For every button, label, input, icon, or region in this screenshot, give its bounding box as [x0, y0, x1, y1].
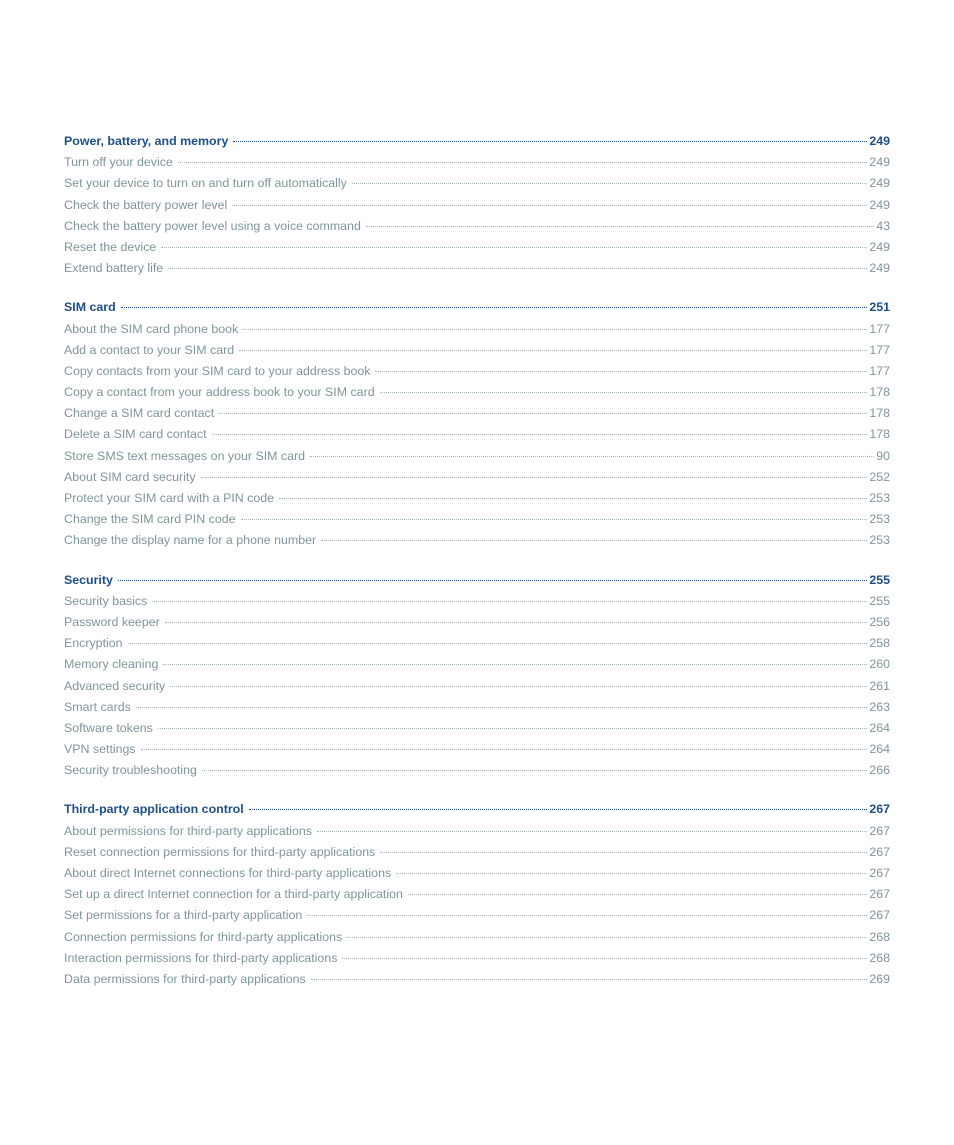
- toc-entry[interactable]: [64, 676, 890, 697]
- toc-entry-title: Turn off your device: [64, 155, 173, 170]
- toc-entry[interactable]: [64, 382, 890, 403]
- toc-entry[interactable]: [64, 319, 890, 340]
- toc-entry-title: Software tokens: [64, 720, 153, 735]
- dot-leader: [233, 141, 867, 142]
- toc-entry-title: Copy a contact from your address book to your SIM card: [64, 385, 375, 400]
- toc-section-heading-title: Security: [64, 572, 113, 587]
- dot-leader: [375, 371, 867, 372]
- toc-entry-title: Extend battery life: [64, 261, 164, 276]
- toc-entry[interactable]: [64, 424, 890, 445]
- dot-leader: [380, 852, 867, 853]
- toc-entry-page-number: 260: [869, 657, 890, 672]
- dot-leader: [380, 392, 868, 393]
- dot-leader: [170, 686, 867, 687]
- toc-entry[interactable]: [64, 340, 890, 361]
- toc-entry[interactable]: [64, 488, 890, 509]
- toc-entry-title: Store SMS text messages on your SIM card: [64, 448, 306, 463]
- toc-entry-title: Reset connection permissions for third-party applications: [64, 844, 376, 859]
- toc-entry[interactable]: [64, 258, 890, 279]
- toc-entry-page-number: 90: [876, 448, 890, 463]
- toc-entry[interactable]: [64, 821, 890, 842]
- dot-leader: [232, 205, 867, 206]
- toc-entry-page-number: 253: [869, 512, 890, 527]
- toc-section-heading-page-number: 255: [869, 572, 890, 587]
- toc-entry[interactable]: [64, 237, 890, 258]
- toc-section: [64, 297, 890, 551]
- toc-entry[interactable]: [64, 361, 890, 382]
- toc-entry-title: Memory cleaning: [64, 657, 159, 672]
- dot-leader: [168, 268, 867, 269]
- toc-entry-page-number: 177: [869, 321, 890, 336]
- toc-entry-page-number: 264: [869, 720, 890, 735]
- toc-entry-page-number: 177: [869, 342, 890, 357]
- toc-entry[interactable]: [64, 927, 890, 948]
- toc-entry[interactable]: [64, 884, 890, 905]
- toc-entry-page-number: 263: [869, 699, 890, 714]
- toc-entry[interactable]: [64, 152, 890, 173]
- toc-entry-page-number: 249: [869, 176, 890, 191]
- toc-entry-page-number: 267: [869, 866, 890, 880]
- toc-entry-page-number: 249: [869, 261, 890, 276]
- dot-leader: [347, 937, 867, 938]
- toc-entry-page-number: 253: [869, 533, 890, 548]
- toc-entry-title: About SIM card security: [64, 469, 196, 484]
- toc-section: [64, 799, 890, 990]
- dot-leader: [136, 707, 868, 708]
- toc-section-heading[interactable]: [64, 570, 890, 591]
- dot-leader: [321, 540, 867, 541]
- toc-entry[interactable]: [64, 612, 890, 633]
- dot-leader: [279, 498, 867, 499]
- toc-entry[interactable]: [64, 591, 890, 612]
- toc-entry[interactable]: [64, 403, 890, 424]
- toc-entry-page-number: 249: [869, 155, 890, 170]
- dot-leader: [310, 456, 874, 457]
- toc-entry-page-number: 267: [869, 887, 890, 902]
- dot-leader: [158, 728, 867, 729]
- toc-section-heading[interactable]: [64, 799, 890, 820]
- toc-entry[interactable]: [64, 842, 890, 863]
- toc-entry[interactable]: [64, 718, 890, 739]
- toc-entry-title: Security basics: [64, 593, 148, 608]
- toc-entry[interactable]: [64, 969, 890, 990]
- dot-leader: [408, 894, 867, 895]
- dot-leader: [243, 329, 867, 330]
- toc-entry-title: Connection permissions for third-party applications: [64, 929, 343, 944]
- toc-entry-title: Advanced security: [64, 678, 166, 693]
- toc-entry-title: About the SIM card phone book: [64, 321, 239, 336]
- toc-entry[interactable]: [64, 654, 890, 675]
- toc-entry-page-number: 256: [869, 614, 890, 629]
- toc-entry-page-number: 269: [869, 971, 890, 986]
- toc-section-heading-title: Power, battery, and memory: [64, 134, 229, 148]
- toc-entry-page-number: 177: [869, 363, 890, 378]
- toc-entry-title: About direct Internet connections for third-party applications: [64, 866, 392, 880]
- toc-entry-title: Check the battery power level using a voice command: [64, 218, 361, 233]
- toc-entry-title: Check the battery power level: [64, 197, 228, 212]
- dot-leader: [201, 477, 868, 478]
- toc-entry[interactable]: [64, 948, 890, 969]
- toc-entry-title: Add a contact to your SIM card: [64, 342, 235, 357]
- toc-section-heading-title: Third-party application control: [64, 802, 244, 817]
- toc-entry-title: Change the SIM card PIN code: [64, 512, 236, 527]
- toc-entry[interactable]: [64, 760, 890, 781]
- dot-leader: [311, 979, 868, 980]
- toc-section: [64, 570, 890, 782]
- dot-leader: [239, 350, 867, 351]
- toc-entry-title: VPN settings: [64, 742, 136, 757]
- toc-entry-title: Set up a direct Internet connection for a third-party application: [64, 887, 403, 902]
- toc-entry-title: Smart cards: [64, 699, 131, 714]
- toc-entry[interactable]: [64, 173, 890, 194]
- dot-leader: [152, 601, 867, 602]
- toc-entry-title: Delete a SIM card contact: [64, 427, 207, 442]
- dot-leader: [366, 226, 874, 227]
- toc-entry-title: Change a SIM card contact: [64, 406, 215, 421]
- toc-entry-page-number: 43: [876, 218, 890, 233]
- toc-entry-page-number: 253: [869, 491, 890, 505]
- toc-entry-page-number: 255: [869, 593, 890, 608]
- toc-entry[interactable]: [64, 530, 890, 551]
- dot-leader: [396, 873, 867, 874]
- toc-entry-page-number: 178: [869, 406, 890, 421]
- dot-leader: [121, 307, 868, 308]
- toc-entry-page-number: 249: [869, 197, 890, 212]
- toc-entry-title: Set permissions for a third-party application: [64, 908, 303, 923]
- toc-entry[interactable]: [64, 195, 890, 216]
- toc-section-heading-title: SIM card: [64, 300, 116, 315]
- toc-entry-page-number: 178: [869, 385, 890, 400]
- toc-entry-title: Reset the device: [64, 239, 157, 254]
- dot-leader: [212, 434, 868, 435]
- dot-leader: [141, 749, 868, 750]
- dot-leader: [317, 831, 867, 832]
- toc-entry[interactable]: [64, 633, 890, 654]
- toc-entry-page-number: 268: [869, 950, 890, 965]
- toc-entry[interactable]: [64, 697, 890, 718]
- toc-entry-page-number: 266: [869, 763, 890, 778]
- toc-entry-title: Interaction permissions for third-party applications: [64, 950, 338, 965]
- toc-entry-title: Set your device to turn on and turn off automatically: [64, 176, 347, 191]
- toc-entry-page-number: 268: [869, 929, 890, 944]
- dot-leader: [202, 770, 867, 771]
- dot-leader: [118, 580, 867, 581]
- toc-entry[interactable]: [64, 467, 890, 488]
- toc-entry-title: Password keeper: [64, 614, 160, 629]
- toc-entry[interactable]: [64, 863, 890, 884]
- dot-leader: [241, 519, 868, 520]
- toc-section-heading[interactable]: [64, 131, 890, 152]
- dot-leader: [178, 162, 867, 163]
- toc-entry-title: Protect your SIM card with a PIN code: [64, 491, 275, 505]
- toc-entry-title: Change the display name for a phone number: [64, 533, 317, 548]
- toc-section-heading[interactable]: [64, 297, 890, 318]
- toc-entry[interactable]: [64, 216, 890, 237]
- toc-section-heading-page-number: 249: [869, 134, 890, 148]
- toc-entry-page-number: 267: [869, 823, 890, 838]
- toc-entry[interactable]: [64, 509, 890, 530]
- table-of-contents: [64, 131, 890, 1008]
- toc-entry-page-number: 267: [869, 844, 890, 859]
- toc-entry[interactable]: [64, 739, 890, 760]
- dot-leader: [249, 809, 868, 810]
- dot-leader: [163, 664, 867, 665]
- toc-entry[interactable]: [64, 446, 890, 467]
- toc-entry-page-number: 261: [869, 678, 890, 693]
- dot-leader: [352, 183, 867, 184]
- toc-section-heading-page-number: 267: [869, 802, 890, 817]
- toc-entry-title: Copy contacts from your SIM card to your address book: [64, 363, 371, 378]
- dot-leader: [161, 247, 867, 248]
- toc-entry-page-number: 267: [869, 908, 890, 923]
- toc-entry-page-number: 252: [869, 469, 890, 484]
- toc-entry-page-number: 264: [869, 742, 890, 757]
- toc-entry[interactable]: [64, 905, 890, 926]
- toc-entry-title: Data permissions for third-party applications: [64, 971, 306, 986]
- dot-leader: [219, 413, 867, 414]
- dot-leader: [307, 915, 867, 916]
- toc-section: [64, 131, 890, 279]
- toc-section-heading-page-number: 251: [869, 300, 890, 315]
- toc-entry-page-number: 178: [869, 427, 890, 442]
- toc-entry-title: About permissions for third-party applications: [64, 823, 312, 838]
- toc-entry-page-number: 258: [869, 636, 890, 651]
- dot-leader: [165, 622, 868, 623]
- dot-leader: [342, 958, 867, 959]
- toc-entry-page-number: 249: [869, 239, 890, 254]
- toc-entry-title: Encryption: [64, 636, 123, 651]
- toc-entry-title: Security troubleshooting: [64, 763, 197, 778]
- dot-leader: [128, 643, 868, 644]
